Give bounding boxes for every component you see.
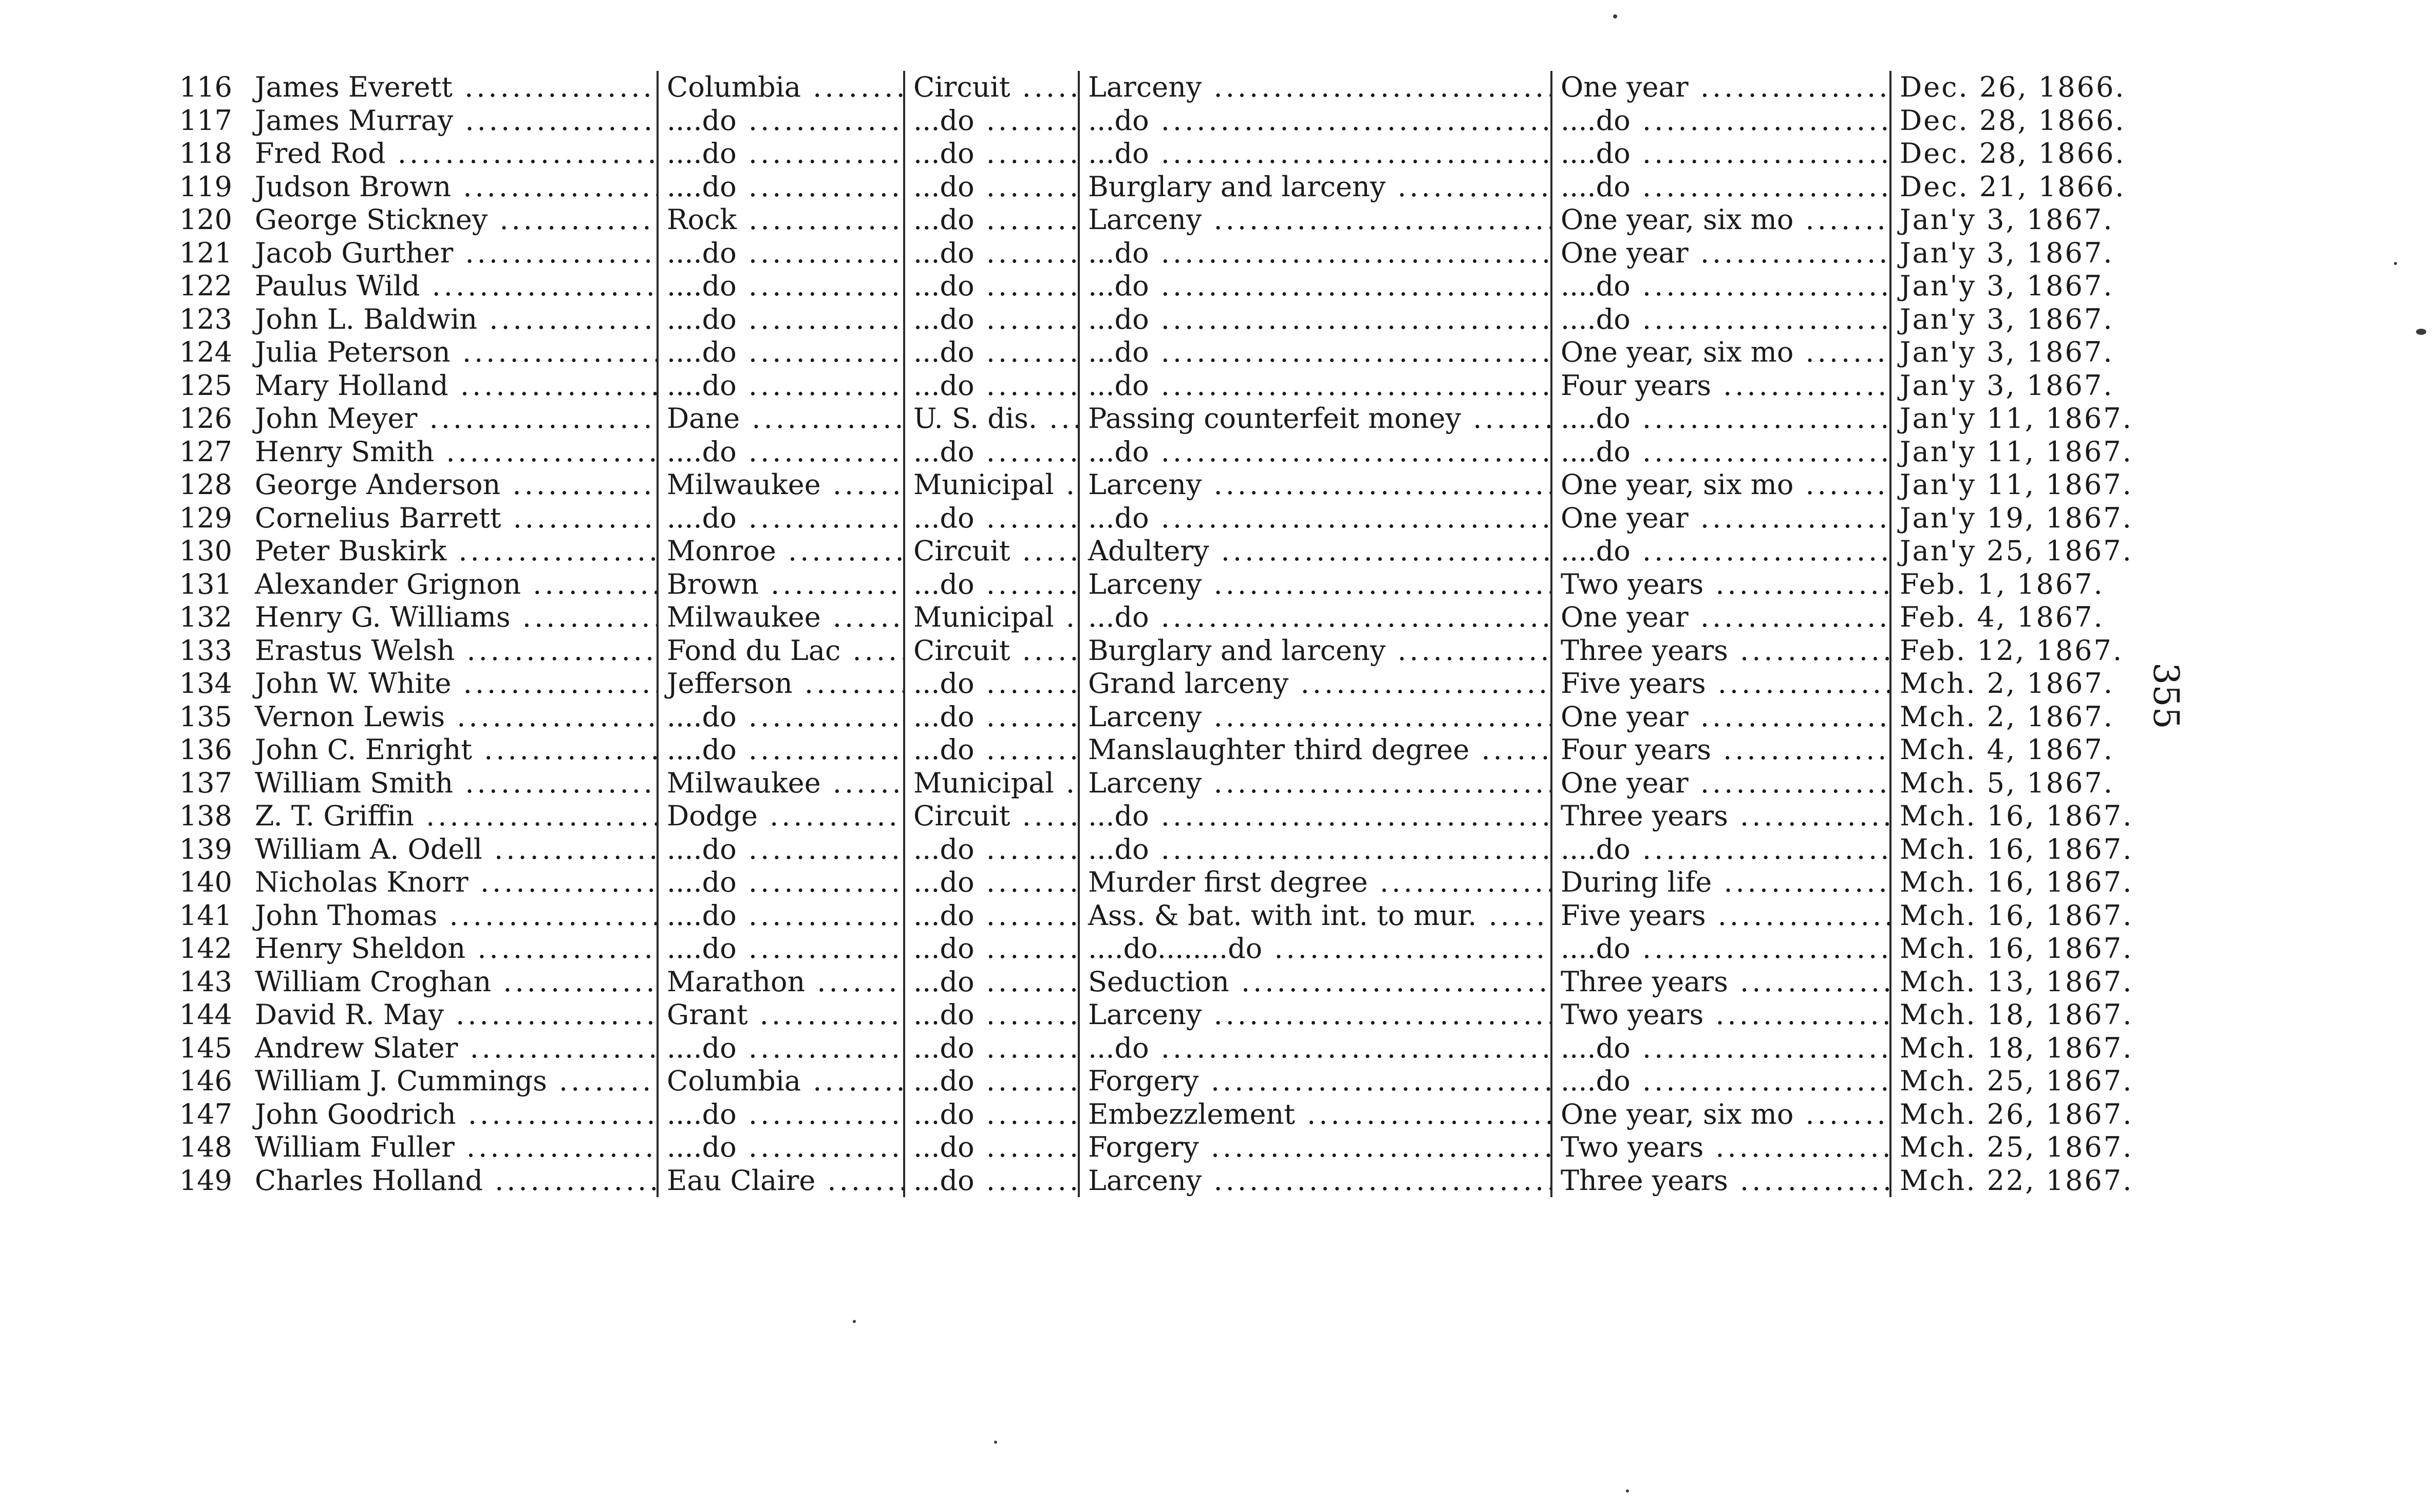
- crime: ...do .....: [1079, 833, 1551, 866]
- crime: ...do .....: [1079, 336, 1551, 369]
- county: ....do .....: [658, 502, 904, 535]
- ink-speck: [2394, 262, 2397, 265]
- crime: ...do .....: [1079, 436, 1551, 469]
- sentence-date: Mch. 16, 1867.: [1900, 800, 2133, 832]
- county: Fond du Lac .....: [658, 634, 904, 668]
- table-row: [154, 535, 2183, 568]
- crime: ...do .....: [1079, 369, 1551, 403]
- sentence-term: ....do .....: [1551, 833, 1890, 866]
- sentence-term: Five years .....: [1551, 667, 1890, 701]
- sentence-date: Mch. 16, 1867.: [1900, 932, 2133, 965]
- court: ...do .....: [904, 733, 1079, 767]
- court: Municipal .....: [904, 468, 1079, 502]
- table-row: [154, 436, 2183, 469]
- sentence-date: Jan'y 19, 1867.: [1900, 501, 2133, 534]
- sentence-date: Mch. 25, 1867.: [1900, 1131, 2133, 1163]
- sentence-date: Jan'y 11, 1867.: [1900, 435, 2133, 468]
- table-row: [154, 336, 2183, 369]
- county: ....do .....: [658, 733, 904, 767]
- county: ....do .....: [658, 336, 904, 369]
- prisoner-name: George Stickney .....: [247, 203, 658, 237]
- county: ....do .....: [658, 237, 904, 270]
- sentence-term: One year, six mo .....: [1551, 336, 1890, 369]
- sentence-date: Dec. 26, 1866.: [1900, 71, 2126, 103]
- table-row: [154, 568, 2183, 601]
- table-row: [154, 502, 2183, 535]
- crime: Murder first degree .....: [1079, 866, 1551, 899]
- sentence-date: Mch. 2, 1867.: [1900, 700, 2114, 733]
- court: Municipal .....: [904, 767, 1079, 800]
- table-row: [154, 468, 2183, 502]
- prisoner-register-table: [154, 71, 2183, 1197]
- county: ....do .....: [658, 270, 904, 303]
- prisoner-name: Jacob Gurther .....: [247, 237, 658, 270]
- sentence-date: Mch. 22, 1867.: [1900, 1164, 2133, 1197]
- prisoner-name: William J. Cummings .....: [247, 1065, 658, 1098]
- entry-number: 122: [179, 270, 232, 302]
- entry-number: 134: [179, 667, 232, 700]
- prisoner-name: James Everett .....: [247, 71, 658, 104]
- prisoner-name: Mary Holland .....: [247, 369, 658, 403]
- entry-number: 125: [179, 369, 232, 402]
- sentence-term: Two years .....: [1551, 568, 1890, 601]
- prisoner-name: George Anderson .....: [247, 468, 658, 502]
- court: ...do .....: [904, 568, 1079, 601]
- entry-number: 124: [179, 336, 232, 368]
- court: Circuit .....: [904, 800, 1079, 833]
- crime: Larceny .....: [1079, 767, 1551, 800]
- sentence-term: One year .....: [1551, 701, 1890, 734]
- county: Dane .....: [658, 402, 904, 436]
- table-row: [154, 634, 2183, 668]
- entry-number: 121: [179, 236, 232, 269]
- table-row: [154, 833, 2183, 866]
- sentence-term: Three years .....: [1551, 1164, 1890, 1198]
- crime: Forgery .....: [1079, 1065, 1551, 1098]
- crime: Larceny .....: [1079, 701, 1551, 734]
- prisoner-name: Julia Peterson .....: [247, 336, 658, 369]
- court: ...do .....: [904, 137, 1079, 171]
- sentence-date: Mch. 25, 1867.: [1900, 1065, 2133, 1097]
- prisoner-name: Nicholas Knorr .....: [247, 866, 658, 899]
- sentence-date: Mch. 2, 1867.: [1900, 667, 2114, 700]
- entry-number: 127: [179, 435, 232, 468]
- court: ...do .....: [904, 369, 1079, 403]
- sentence-term: Five years .....: [1551, 899, 1890, 933]
- county: Grant .....: [658, 998, 904, 1032]
- court: ...do .....: [904, 104, 1079, 138]
- entry-number: 136: [179, 733, 232, 766]
- court: ...do .....: [904, 171, 1079, 204]
- ink-speck: [2416, 329, 2426, 335]
- prisoner-name: Z. T. Griffin .....: [247, 800, 658, 833]
- sentence-term: ....do .....: [1551, 932, 1890, 966]
- court: ...do .....: [904, 998, 1079, 1032]
- crime: ...do .....: [1079, 104, 1551, 138]
- sentence-term: Four years .....: [1551, 369, 1890, 403]
- table-row: [154, 1164, 2183, 1198]
- entry-number: 147: [179, 1098, 232, 1130]
- court: ...do .....: [904, 866, 1079, 899]
- page-number: 355: [2145, 663, 2186, 729]
- prisoner-name: Erastus Welsh .....: [247, 634, 658, 668]
- county: Brown .....: [658, 568, 904, 601]
- sentence-term: Three years .....: [1551, 966, 1890, 999]
- entry-number: 137: [179, 766, 232, 799]
- prisoner-name: James Murray .....: [247, 104, 658, 138]
- prisoner-name: Judson Brown .....: [247, 171, 658, 204]
- entry-number: 126: [179, 402, 232, 434]
- entry-number: 128: [179, 468, 232, 501]
- crime: ...do .....: [1079, 1032, 1551, 1065]
- court: ...do .....: [904, 237, 1079, 270]
- sentence-term: ....do .....: [1551, 535, 1890, 568]
- crime: ...do .....: [1079, 303, 1551, 336]
- entry-number: 144: [179, 998, 232, 1031]
- sentence-term: One year .....: [1551, 71, 1890, 104]
- court: ...do .....: [904, 1164, 1079, 1198]
- entry-number: 118: [179, 137, 232, 169]
- county: Milwaukee .....: [658, 601, 904, 634]
- county: Eau Claire .....: [658, 1164, 904, 1198]
- entry-number: 140: [179, 866, 232, 898]
- court: ...do .....: [904, 932, 1079, 966]
- county: ....do .....: [658, 1098, 904, 1131]
- table-row: [154, 303, 2183, 336]
- sentence-date: Mch. 18, 1867.: [1900, 998, 2133, 1031]
- entry-number: 131: [179, 568, 232, 600]
- prisoner-name: William A. Odell .....: [247, 833, 658, 866]
- county: Dodge .....: [658, 800, 904, 833]
- court: ...do .....: [904, 966, 1079, 999]
- sentence-date: Feb. 4, 1867.: [1900, 601, 2104, 633]
- crime: ...do .....: [1079, 237, 1551, 270]
- ink-speck: [1626, 1489, 1629, 1492]
- table-row: [154, 1065, 2183, 1098]
- county: Marathon .....: [658, 966, 904, 999]
- table-row: [154, 966, 2183, 999]
- prisoner-name: John Thomas .....: [247, 899, 658, 933]
- crime: Burglary and larceny .....: [1079, 171, 1551, 204]
- county: ....do .....: [658, 932, 904, 966]
- prisoner-name: Fred Rod .....: [247, 137, 658, 171]
- county: ....do .....: [658, 833, 904, 866]
- entry-number: 132: [179, 601, 232, 633]
- court: ...do .....: [904, 270, 1079, 303]
- prisoner-name: John Meyer .....: [247, 402, 658, 436]
- entry-number: 146: [179, 1065, 232, 1097]
- entry-number: 149: [179, 1164, 232, 1197]
- sentence-term: ....do .....: [1551, 303, 1890, 336]
- sentence-date: Dec. 21, 1866.: [1900, 170, 2126, 203]
- crime: Adultery .....: [1079, 535, 1551, 568]
- sentence-date: Jan'y 3, 1867.: [1900, 369, 2114, 402]
- sentence-date: Jan'y 3, 1867.: [1900, 270, 2114, 302]
- ink-speck: [1613, 14, 1617, 18]
- sentence-term: Two years .....: [1551, 998, 1890, 1032]
- table-row: [154, 932, 2183, 966]
- court: U. S. dis. .....: [904, 402, 1079, 436]
- sentence-term: ....do .....: [1551, 1065, 1890, 1098]
- crime: ...do .....: [1079, 502, 1551, 535]
- sentence-term: One year, six mo .....: [1551, 468, 1890, 502]
- county: ....do .....: [658, 1032, 904, 1065]
- crime: ....do........do .....: [1079, 932, 1551, 966]
- county: ....do .....: [658, 701, 904, 734]
- prisoner-name: William Fuller .....: [247, 1131, 658, 1164]
- table-row: [154, 601, 2183, 634]
- court: ...do .....: [904, 667, 1079, 701]
- sentence-term: ....do .....: [1551, 137, 1890, 171]
- entry-number: 123: [179, 303, 232, 335]
- entry-number: 142: [179, 932, 232, 965]
- table-row: [154, 767, 2183, 800]
- prisoner-name: Henry Smith .....: [247, 436, 658, 469]
- prisoner-name: Charles Holland .....: [247, 1164, 658, 1198]
- register-body: [154, 71, 2183, 1197]
- prisoner-name: Andrew Slater .....: [247, 1032, 658, 1065]
- sentence-date: Mch. 16, 1867.: [1900, 899, 2133, 932]
- table-row: [154, 667, 2183, 701]
- entry-number: 130: [179, 535, 232, 567]
- crime: Larceny .....: [1079, 468, 1551, 502]
- sentence-date: Mch. 16, 1867.: [1900, 833, 2133, 865]
- sentence-term: One year .....: [1551, 237, 1890, 270]
- table-row: [154, 998, 2183, 1032]
- sentence-date: Jan'y 11, 1867.: [1900, 402, 2133, 434]
- table-row: [154, 237, 2183, 270]
- county: ....do .....: [658, 899, 904, 933]
- prisoner-name: Henry Sheldon .....: [247, 932, 658, 966]
- county: ....do .....: [658, 171, 904, 204]
- prisoner-name: William Smith .....: [247, 767, 658, 800]
- sentence-term: One year, six mo .....: [1551, 1098, 1890, 1131]
- sentence-term: ....do .....: [1551, 1032, 1890, 1065]
- court: Circuit .....: [904, 535, 1079, 568]
- sentence-date: Dec. 28, 1866.: [1900, 104, 2126, 137]
- crime: ...do .....: [1079, 137, 1551, 171]
- sentence-date: Jan'y 3, 1867.: [1900, 336, 2114, 368]
- court: Circuit .....: [904, 71, 1079, 104]
- crime: Forgery .....: [1079, 1131, 1551, 1164]
- court: ...do .....: [904, 336, 1079, 369]
- entry-number: 116: [179, 71, 232, 103]
- table-row: [154, 402, 2183, 436]
- sentence-date: Jan'y 25, 1867.: [1900, 535, 2133, 567]
- sentence-date: Jan'y 3, 1867.: [1900, 236, 2114, 269]
- sentence-term: ....do .....: [1551, 270, 1890, 303]
- county: Monroe .....: [658, 535, 904, 568]
- crime: Larceny .....: [1079, 1164, 1551, 1198]
- table-row: [154, 137, 2183, 171]
- court: ...do .....: [904, 833, 1079, 866]
- table-row: [154, 1131, 2183, 1164]
- prisoner-name: Vernon Lewis .....: [247, 701, 658, 734]
- court: ...do .....: [904, 436, 1079, 469]
- county: ....do .....: [658, 137, 904, 171]
- court: ...do .....: [904, 1065, 1079, 1098]
- county: ....do .....: [658, 436, 904, 469]
- crime: Larceny .....: [1079, 71, 1551, 104]
- court: ...do .....: [904, 203, 1079, 237]
- county: Jefferson .....: [658, 667, 904, 701]
- entry-number: 120: [179, 203, 232, 236]
- table-row: [154, 1098, 2183, 1131]
- table-row: [154, 369, 2183, 403]
- sentence-term: During life .....: [1551, 866, 1890, 899]
- sentence-term: Three years .....: [1551, 634, 1890, 668]
- prisoner-name: David R. May .....: [247, 998, 658, 1032]
- county: Milwaukee .....: [658, 767, 904, 800]
- table-row: [154, 203, 2183, 237]
- crime: ...do .....: [1079, 601, 1551, 634]
- crime: Grand larceny .....: [1079, 667, 1551, 701]
- court: ...do .....: [904, 1131, 1079, 1164]
- table-row: [154, 733, 2183, 767]
- sentence-date: Mch. 18, 1867.: [1900, 1031, 2133, 1064]
- county: Rock .....: [658, 203, 904, 237]
- crime: Manslaughter third degree .....: [1079, 733, 1551, 767]
- table-row: [154, 899, 2183, 933]
- table-row: [154, 866, 2183, 899]
- ink-speck: [853, 1320, 856, 1323]
- sentence-date: Mch. 5, 1867.: [1900, 766, 2114, 799]
- crime: Embezzlement .....: [1079, 1098, 1551, 1131]
- crime: ...do .....: [1079, 270, 1551, 303]
- county: ....do .....: [658, 369, 904, 403]
- crime: ...do .....: [1079, 800, 1551, 833]
- sentence-date: Mch. 13, 1867.: [1900, 965, 2133, 998]
- entry-number: 117: [179, 104, 232, 137]
- court: ...do .....: [904, 303, 1079, 336]
- table-row: [154, 71, 2183, 104]
- county: ....do .....: [658, 303, 904, 336]
- entry-number: 129: [179, 501, 232, 534]
- sentence-term: One year, six mo .....: [1551, 203, 1890, 237]
- crime: Larceny .....: [1079, 998, 1551, 1032]
- entry-number: 138: [179, 800, 232, 832]
- table-row: [154, 701, 2183, 734]
- entry-number: 143: [179, 965, 232, 998]
- prisoner-name: John Goodrich .....: [247, 1098, 658, 1131]
- table-row: [154, 270, 2183, 303]
- crime: Seduction .....: [1079, 966, 1551, 999]
- prisoner-name: John L. Baldwin .....: [247, 303, 658, 336]
- sentence-term: Three years .....: [1551, 800, 1890, 833]
- county: ....do .....: [658, 866, 904, 899]
- entry-number: 141: [179, 899, 232, 932]
- sentence-date: Jan'y 3, 1867.: [1900, 303, 2114, 335]
- table-row: [154, 1032, 2183, 1065]
- prisoner-name: Cornelius Barrett .....: [247, 502, 658, 535]
- sentence-date: Mch. 4, 1867.: [1900, 733, 2114, 766]
- sentence-term: One year .....: [1551, 502, 1890, 535]
- sentence-term: ....do .....: [1551, 436, 1890, 469]
- crime: Larceny .....: [1079, 203, 1551, 237]
- sentence-term: ....do .....: [1551, 171, 1890, 204]
- court: ...do .....: [904, 1032, 1079, 1065]
- prisoner-name: Henry G. Williams .....: [247, 601, 658, 634]
- ink-speck: [994, 1441, 997, 1444]
- sentence-date: Jan'y 3, 1867.: [1900, 203, 2114, 236]
- crime: Ass. & bat. with int. to mur. .....: [1079, 899, 1551, 933]
- entry-number: 133: [179, 634, 232, 667]
- sentence-term: Four years .....: [1551, 733, 1890, 767]
- county: Columbia .....: [658, 1065, 904, 1098]
- sentence-term: ....do .....: [1551, 104, 1890, 138]
- county: ....do .....: [658, 1131, 904, 1164]
- prisoner-name: John C. Enright .....: [247, 733, 658, 767]
- sentence-term: One year .....: [1551, 601, 1890, 634]
- entry-number: 145: [179, 1031, 232, 1064]
- sentence-term: ....do .....: [1551, 402, 1890, 436]
- sentence-date: Feb. 12, 1867.: [1900, 634, 2124, 667]
- sentence-date: Mch. 26, 1867.: [1900, 1098, 2133, 1130]
- prisoner-name: Alexander Grignon .....: [247, 568, 658, 601]
- entry-number: 139: [179, 833, 232, 865]
- entry-number: 148: [179, 1131, 232, 1163]
- entry-number: 135: [179, 700, 232, 733]
- crime: Burglary and larceny .....: [1079, 634, 1551, 668]
- table-row: [154, 171, 2183, 204]
- court: Circuit .....: [904, 634, 1079, 668]
- crime: Larceny .....: [1079, 568, 1551, 601]
- table-row: [154, 104, 2183, 138]
- sentence-date: Mch. 16, 1867.: [1900, 866, 2133, 898]
- sentence-term: Two years .....: [1551, 1131, 1890, 1164]
- crime: Passing counterfeit money .....: [1079, 402, 1551, 436]
- sentence-date: Jan'y 11, 1867.: [1900, 468, 2133, 501]
- sentence-term: One year .....: [1551, 767, 1890, 800]
- county: Milwaukee .....: [658, 468, 904, 502]
- court: Municipal .....: [904, 601, 1079, 634]
- prisoner-name: Paulus Wild .....: [247, 270, 658, 303]
- table-row: [154, 800, 2183, 833]
- prisoner-name: John W. White .....: [247, 667, 658, 701]
- sentence-date: Dec. 28, 1866.: [1900, 137, 2126, 169]
- sentence-date: Feb. 1, 1867.: [1900, 568, 2104, 600]
- prisoner-name: William Croghan .....: [247, 966, 658, 999]
- court: ...do .....: [904, 701, 1079, 734]
- county: Columbia .....: [658, 71, 904, 104]
- entry-number: 119: [179, 170, 232, 203]
- county: ....do .....: [658, 104, 904, 138]
- court: ...do .....: [904, 899, 1079, 933]
- court: ...do .....: [904, 502, 1079, 535]
- prisoner-name: Peter Buskirk .....: [247, 535, 658, 568]
- court: ...do .....: [904, 1098, 1079, 1131]
